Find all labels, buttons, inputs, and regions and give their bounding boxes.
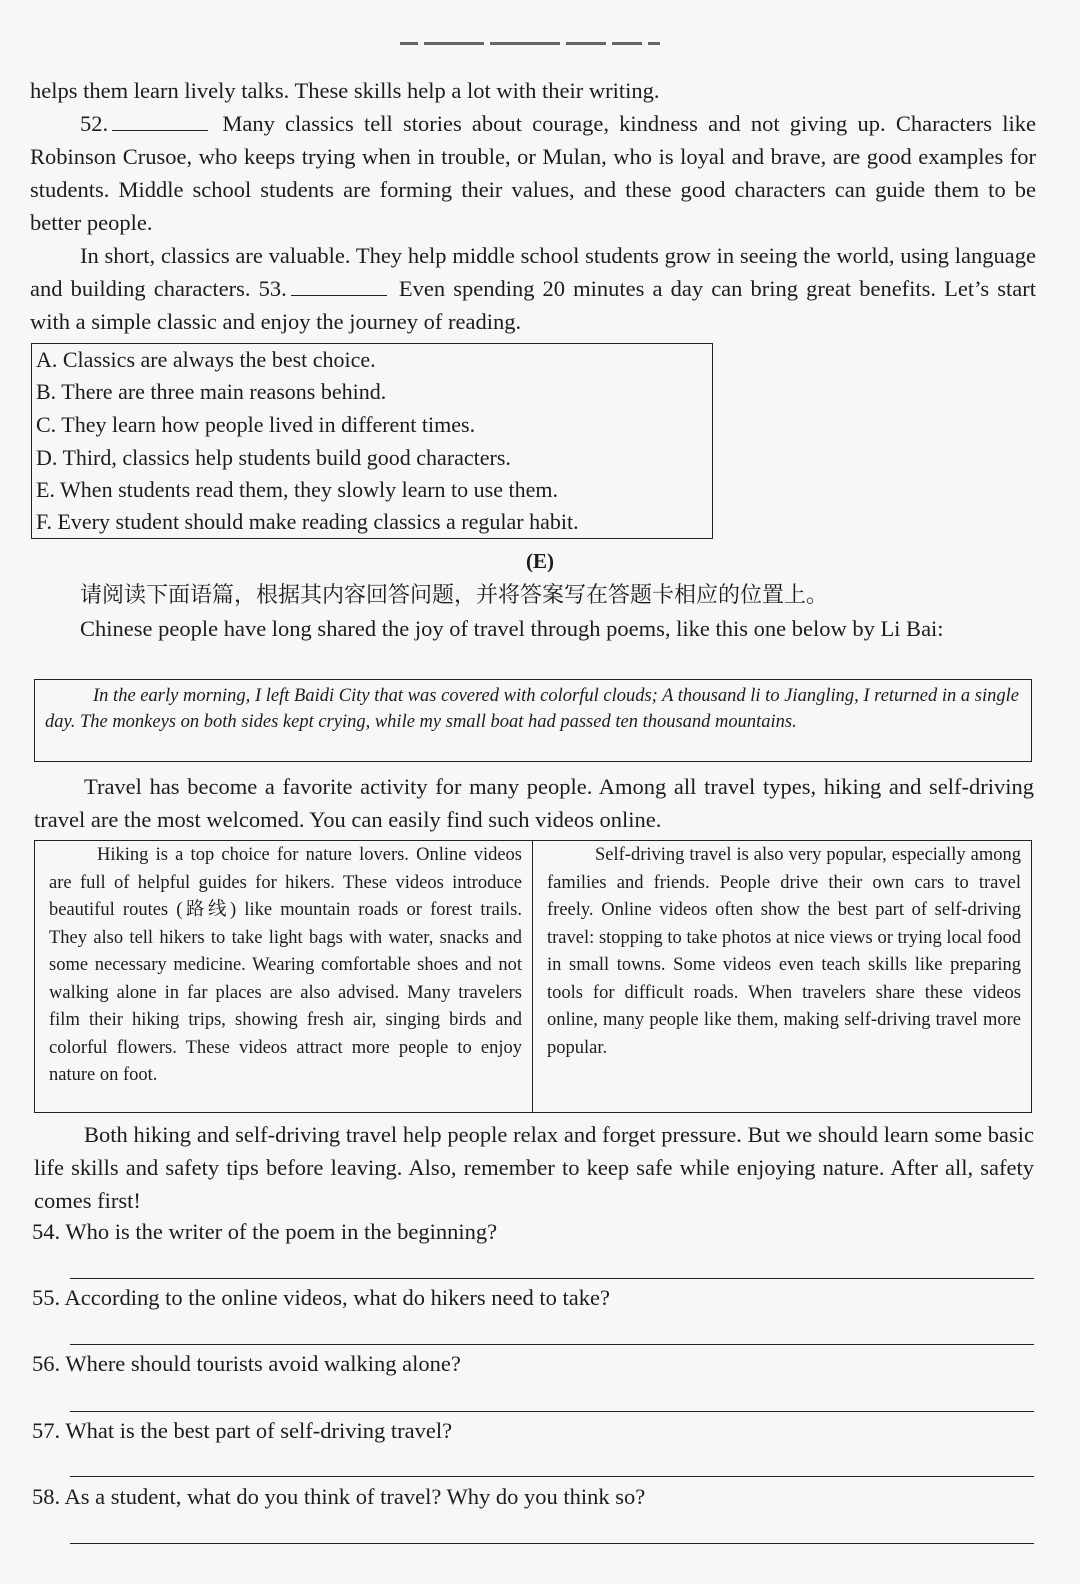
question-54: 54. Who is the writer of the poem in the beginning?: [32, 1219, 498, 1244]
answer-line-58[interactable]: [70, 1543, 1034, 1544]
hiking-column: [35, 841, 533, 1112]
poem-text: In the early morning, I left Baidi City that was covered with colorful clouds; A thousand li to Jiangling, I returned in a single day. The monkeys on both sides kept crying, while my small boat had passed ten thousand mountains.: [45, 686, 1019, 732]
option-c: C. They learn how people lived in different times.: [36, 412, 476, 437]
travel-paragraph: Travel has become a favorite activity for many people. Among all travel types, hiking and self-driving travel are the most welcomed. You can easily find such videos online.: [34, 774, 1034, 832]
section-e-title: (E): [526, 549, 554, 573]
hiking-text: Hiking is a top choice for nature lovers. Online videos are full of helpful guides for hikers. These videos introduce beautiful routes (路线) like mountain roads or forest trails. They also tell hikers to take light bags with water, snacks and some necessary medicine. Wearing comfortable shoes and not walking alone in far places are also advised. Many travelers film their hiking trips, showing fresh air, singing birds and colorful flowers. These videos attract more people to enjoy nature on foot.: [49, 845, 522, 1085]
question-56: 56. Where should tourists avoid walking alone?: [32, 1351, 461, 1376]
option-b: B. There are three main reasons behind.: [36, 379, 387, 404]
closing-paragraph: Both hiking and self-driving travel help people relax and forget pressure. But we should learn some basic life skills and safety tips before leaving. Also, remember to keep safe while enjoying nature. After all, safety comes first!: [34, 1122, 1034, 1213]
answer-line-57[interactable]: [70, 1476, 1034, 1477]
intro-tail-text: helps them learn lively talks. These skills help a lot with their writing.: [30, 78, 660, 103]
self-driving-text: Self-driving travel is also very popular, especially among families and friends. People drive their own cars to travel freely. Online videos often show the best part of self-driving travel: stopping to take photos at nice views or trying local food in small towns. Some videos even teach skills like preparing tools for difficult roads. When travelers share these videos online, many people like them, making self-driving travel more popular.: [547, 845, 1021, 1058]
option-f: F. Every student should make reading classics a regular habit.: [36, 509, 579, 534]
answer-blank-53[interactable]: [291, 275, 387, 296]
question-55: 55. According to the online videos, what do hikers need to take?: [32, 1285, 610, 1310]
self-driving-column: [533, 841, 1031, 1112]
paragraph-52-text: Many classics tell stories about courage, kindness and not giving up. Characters like Robinson Crusoe, who keeps trying when in trouble, or Mulan, who is loyal and brave, are good examples for students. Middle school students are forming their values, and these good characters can guide them to be better people.: [30, 111, 1036, 235]
options-box: [31, 343, 713, 539]
answer-line-54[interactable]: [70, 1278, 1034, 1279]
section-e-instruction: 请阅读下面语篇，根据其内容回答问题，并将答案写在答题卡相应的位置上。: [80, 583, 829, 608]
poem-box: [34, 679, 1032, 762]
travel-types-table: [34, 840, 1032, 1113]
conclusion-before: In short, classics are valuable. They help middle school students grow in seeing the world, using language and building characters.: [30, 243, 1036, 301]
blank-number-53: 53.: [258, 276, 287, 301]
question-58: 58. As a student, what do you think of travel? Why do you think so?: [32, 1484, 646, 1509]
option-d: D. Third, classics help students build good characters.: [36, 445, 511, 470]
option-e: E. When students read them, they slowly learn to use them.: [36, 477, 558, 502]
page-header-fragment: [400, 34, 670, 44]
answer-blank-52[interactable]: [112, 110, 208, 131]
answer-line-56[interactable]: [70, 1411, 1034, 1412]
question-57: 57. What is the best part of self-driving travel?: [32, 1418, 453, 1443]
paragraph-52: [30, 107, 1036, 239]
conclusion-after: Even spending 20 minutes a day can bring great benefits. Let’s start with a simple classic and enjoy the journey of reading.: [30, 276, 1036, 334]
section-e-intro: Chinese people have long shared the joy of travel through poems, like this one below by Li Bai:: [80, 616, 944, 641]
blank-number-52: 52.: [80, 111, 109, 136]
answer-line-55[interactable]: [70, 1344, 1034, 1345]
option-a: A. Classics are always the best choice.: [36, 347, 376, 372]
conclusion-paragraph: [30, 239, 1036, 338]
